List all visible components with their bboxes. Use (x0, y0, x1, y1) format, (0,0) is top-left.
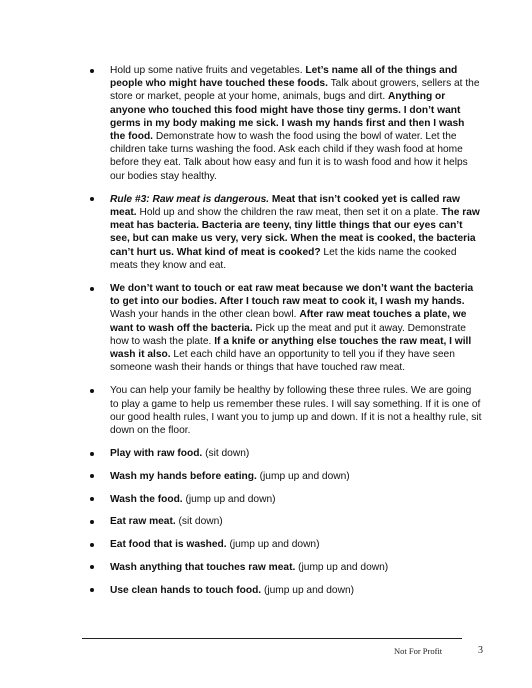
text-run: Demonstrate how to wash the food using the bowl of water. Let the children take turns washing the food. Ask each child if they wash food at home before they eat. Talk about how easy and fun it is to wash food and how it helps our bodies stay healthy. (110, 131, 468, 182)
text-run: Wash your hands in the other clean bowl. (110, 309, 300, 321)
text-run: (jump up and down) (261, 584, 355, 596)
bold-text-run: Wash the food. (110, 493, 183, 505)
bullet-item (88, 64, 482, 183)
bullet-dot-icon (90, 474, 94, 478)
bullet-dot-icon (90, 588, 94, 592)
bold-text-run: The raw meat has bacteria. Bacteria are teeny, tiny little things that our eyes can’t see, but can make us very, very sick. When the meat is cooked, the bacteria can’t hurt us. What kind of meat is cooked? (110, 207, 480, 258)
text-run: Pick up the meat and put it away. Demonstrate how to wash the plate. (110, 322, 466, 347)
footer-divider (82, 638, 462, 639)
bullet-dot-icon (90, 520, 94, 524)
text-run: Let the kids name the cooked meats they know and eat. (110, 246, 457, 271)
bold-text-run: Wash my hands before eating. (110, 470, 257, 482)
bullet-item (88, 447, 482, 460)
text-run: You can help your family be healthy by following these three rules. We are going to play a game to help us remember these rules. I will say something. If it is one of our good health rules, I want you to jump up and down. If it is not a healthy rule, sit down on the floor. (110, 385, 482, 437)
bold-text-run: Eat raw meat. (110, 516, 176, 528)
bullet-item (88, 493, 482, 506)
text-run: Hold up and show the children the raw meat, then set it on a plate. (136, 207, 442, 219)
bold-text-run: Wash anything that touches raw meat. (110, 561, 296, 573)
bold-text-run: Rule #3: Raw meat is dangerous. (110, 193, 270, 205)
bullet-dot-icon (90, 452, 94, 456)
bullet-dot-icon (90, 497, 94, 501)
text-run: (jump up and down) (295, 561, 389, 573)
bold-text-run: Eat food that is washed. (110, 539, 227, 551)
footer-label: Not For Profit (394, 646, 443, 656)
bullet-dot-icon (90, 565, 94, 569)
bold-text-run: Use clean hands to touch food. (110, 584, 262, 596)
bullet-item (88, 282, 482, 374)
bullet-item (88, 384, 482, 437)
bullet-item (88, 538, 482, 551)
bold-text-run: We don’t want to touch or eat raw meat because we don’t want the bacteria to get into our bodies. After I touch raw meat to cook it, I wash my hands. (110, 283, 474, 308)
bold-text-run: Let’s name all of the things and people who might have touched these foods. (110, 65, 458, 90)
bullet-dot-icon (90, 389, 94, 393)
bullet-item (88, 515, 482, 528)
bold-text-run: Play with raw food. (110, 448, 203, 460)
bullet-item (88, 561, 482, 574)
bold-text-run: After raw meat touches a plate, we want to wash off the bacteria. (110, 309, 467, 334)
page-number: 3 (478, 645, 483, 656)
bullet-list (88, 64, 482, 606)
text-run: (jump up and down) (182, 493, 276, 505)
text-run: (sit down) (202, 448, 250, 460)
text-run: (sit down) (175, 516, 223, 528)
bullet-item (88, 193, 482, 272)
bullet-item (88, 470, 482, 483)
text-run: Hold up some native fruits and vegetables. (110, 65, 306, 76)
text-run: (jump up and down) (226, 539, 320, 551)
bullet-dot-icon (90, 543, 94, 547)
bullet-dot-icon (90, 287, 94, 291)
bold-text-run: If a knife or anything else touches the raw meat, I will wash it also. (110, 335, 472, 361)
text-run: Talk about growers, sellers at the store or market, people at your home, animals, bugs and dirt. (110, 78, 480, 103)
text-run: (jump up and down) (256, 470, 350, 482)
bullet-dot-icon (90, 69, 94, 73)
bullet-item (88, 584, 482, 597)
text-run: Let each child have an opportunity to tell you if they have seen someone wash their hands or things that have touched raw meat. (110, 349, 455, 374)
bold-text-run: Meat that isn’t cooked yet is called raw meat. (110, 193, 460, 219)
bold-text-run: Anything or anyone who touched this food might have those tiny germs. I don’t want germs in my body making me sick. I wash my hands first and then I wash the food. (110, 91, 465, 143)
bullet-dot-icon (90, 197, 94, 201)
